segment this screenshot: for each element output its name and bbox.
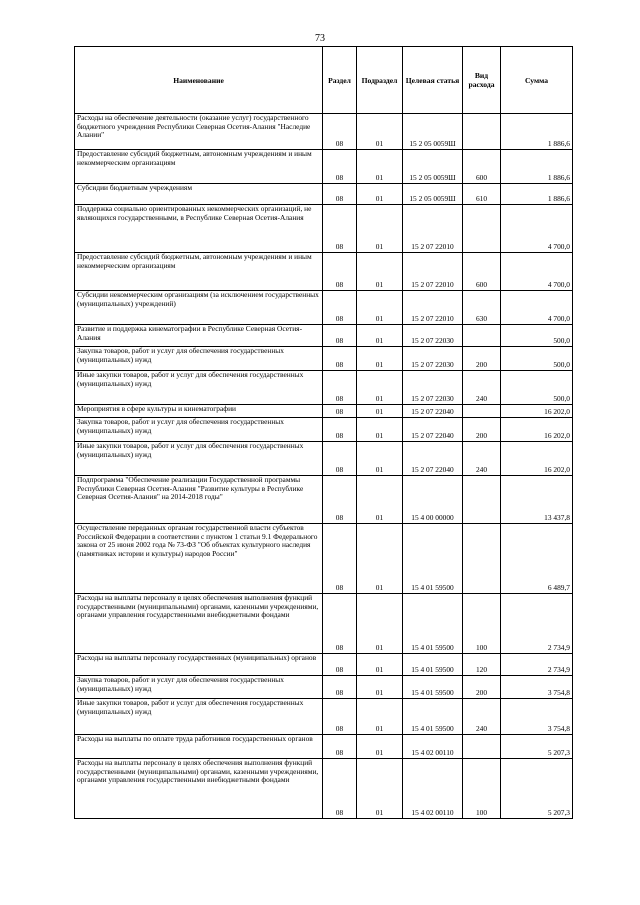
row-target: 15 4 01 59500 <box>403 654 463 676</box>
row-type: 200 <box>463 347 501 371</box>
row-subsection: 01 <box>357 150 403 184</box>
row-sum: 4 700,0 <box>501 253 573 291</box>
row-sum: 1 886,6 <box>501 150 573 184</box>
row-sum: 6 489,7 <box>501 524 573 594</box>
row-sum: 16 202,0 <box>501 442 573 476</box>
row-type: 120 <box>463 654 501 676</box>
row-type: 240 <box>463 371 501 405</box>
table-row <box>75 405 573 418</box>
row-name: Субсидии бюджетным учреждениям <box>75 184 323 205</box>
table-row <box>75 253 573 291</box>
row-name: Расходы на выплаты персоналу в целях обеспечения выполнения функций государственными (муниципальными) органами, казенными учреждениями, органами управления государственными внебюджетными фондами <box>75 594 323 654</box>
row-section: 08 <box>323 735 357 759</box>
row-section: 08 <box>323 654 357 676</box>
row-target: 15 2 07 22030 <box>403 371 463 405</box>
row-sum: 5 207,3 <box>501 735 573 759</box>
row-name: Мероприятия в сфере культуры и кинематографии <box>75 405 323 418</box>
row-type: 100 <box>463 594 501 654</box>
row-target: 15 2 07 22040 <box>403 442 463 476</box>
row-target: 15 4 01 59500 <box>403 524 463 594</box>
row-target: 15 4 02 00110 <box>403 759 463 819</box>
row-subsection: 01 <box>357 347 403 371</box>
row-subsection: 01 <box>357 184 403 205</box>
row-section: 08 <box>323 371 357 405</box>
row-sum: 500,0 <box>501 371 573 405</box>
row-section: 08 <box>323 476 357 524</box>
table-row <box>75 476 573 524</box>
row-sum: 4 700,0 <box>501 205 573 253</box>
row-name: Закупка товаров, работ и услуг для обеспечения государственных (муниципальных) нужд <box>75 418 323 442</box>
row-section: 08 <box>323 291 357 325</box>
row-type <box>463 524 501 594</box>
row-subsection: 01 <box>357 291 403 325</box>
row-target: 15 4 00 00000 <box>403 476 463 524</box>
row-sum: 5 207,3 <box>501 759 573 819</box>
row-sum: 16 202,0 <box>501 418 573 442</box>
table-row <box>75 735 573 759</box>
row-target: 15 2 07 22040 <box>403 418 463 442</box>
table-row <box>75 205 573 253</box>
row-target: 15 2 07 22040 <box>403 405 463 418</box>
row-subsection: 01 <box>357 371 403 405</box>
row-target: 15 4 01 59500 <box>403 676 463 699</box>
table-row <box>75 291 573 325</box>
row-type <box>463 205 501 253</box>
row-name: Подпрограмма "Обеспечение реализации Государственной программы Республики Северная Осетия-Алания "Развитие культуры в Республике Северная Осетия-Алания" на 2014-2018 годы" <box>75 476 323 524</box>
row-section: 08 <box>323 205 357 253</box>
row-type <box>463 476 501 524</box>
row-type: 200 <box>463 418 501 442</box>
table-row <box>75 418 573 442</box>
row-section: 08 <box>323 347 357 371</box>
row-section: 08 <box>323 418 357 442</box>
row-subsection: 01 <box>357 676 403 699</box>
table-row <box>75 371 573 405</box>
row-type: 240 <box>463 699 501 735</box>
row-sum: 4 700,0 <box>501 291 573 325</box>
table-row <box>75 150 573 184</box>
table-row <box>75 654 573 676</box>
row-sum: 500,0 <box>501 347 573 371</box>
row-name: Поддержка социально ориентированных некоммерческих организаций, не являющихся государственными, в Республике Северная Осетия-Алания <box>75 205 323 253</box>
header-target: Целевая статья <box>403 47 463 114</box>
row-type: 600 <box>463 253 501 291</box>
row-subsection: 01 <box>357 759 403 819</box>
row-target: 15 4 01 59500 <box>403 699 463 735</box>
row-type: 240 <box>463 442 501 476</box>
row-section: 08 <box>323 699 357 735</box>
row-sum: 16 202,0 <box>501 405 573 418</box>
row-sum: 1 886,6 <box>501 114 573 150</box>
table-row <box>75 442 573 476</box>
row-section: 08 <box>323 524 357 594</box>
row-type <box>463 114 501 150</box>
row-section: 08 <box>323 405 357 418</box>
row-sum: 500,0 <box>501 325 573 347</box>
row-subsection: 01 <box>357 524 403 594</box>
row-subsection: 01 <box>357 325 403 347</box>
row-subsection: 01 <box>357 476 403 524</box>
row-name: Иные закупки товаров, работ и услуг для обеспечения государственных (муниципальных) нужд <box>75 371 323 405</box>
row-type: 200 <box>463 676 501 699</box>
table-row <box>75 325 573 347</box>
table-header-row <box>75 47 573 114</box>
table-row <box>75 594 573 654</box>
row-type: 100 <box>463 759 501 819</box>
row-name: Расходы на выплаты по оплате труда работников государственных органов <box>75 735 323 759</box>
row-name: Расходы на выплаты персоналу государственных (муниципальных) органов <box>75 654 323 676</box>
row-name: Развитие и поддержка кинематографии в Республике Северная Осетия-Алания <box>75 325 323 347</box>
row-section: 08 <box>323 253 357 291</box>
table-row <box>75 759 573 819</box>
row-sum: 2 734,9 <box>501 654 573 676</box>
table-row <box>75 524 573 594</box>
row-sum: 3 754,8 <box>501 676 573 699</box>
table-row <box>75 676 573 699</box>
table-row <box>75 699 573 735</box>
row-sum: 1 886,6 <box>501 184 573 205</box>
row-type <box>463 735 501 759</box>
row-name: Предоставление субсидий бюджетным, автономным учреждениям и иным некоммерческим организациям <box>75 150 323 184</box>
row-name: Закупка товаров, работ и услуг для обеспечения государственных (муниципальных) нужд <box>75 347 323 371</box>
row-name: Закупка товаров, работ и услуг для обеспечения государственных (муниципальных) нужд <box>75 676 323 699</box>
row-subsection: 01 <box>357 442 403 476</box>
row-target: 15 2 07 22010 <box>403 205 463 253</box>
row-subsection: 01 <box>357 405 403 418</box>
row-subsection: 01 <box>357 699 403 735</box>
row-target: 15 2 07 22010 <box>403 291 463 325</box>
row-subsection: 01 <box>357 735 403 759</box>
table-row <box>75 347 573 371</box>
row-section: 08 <box>323 676 357 699</box>
row-subsection: 01 <box>357 594 403 654</box>
row-name: Иные закупки товаров, работ и услуг для обеспечения государственных (муниципальных) нужд <box>75 442 323 476</box>
row-subsection: 01 <box>357 205 403 253</box>
row-target: 15 2 07 22010 <box>403 253 463 291</box>
row-subsection: 01 <box>357 654 403 676</box>
row-target: 15 2 07 22030 <box>403 325 463 347</box>
row-name: Субсидии некоммерческим организациям (за исключением государственных (муниципальных) учреждений) <box>75 291 323 325</box>
row-section: 08 <box>323 442 357 476</box>
row-type <box>463 405 501 418</box>
row-section: 08 <box>323 594 357 654</box>
row-target: 15 2 07 22030 <box>403 347 463 371</box>
row-section: 08 <box>323 184 357 205</box>
header-type: Вид расхода <box>463 47 501 114</box>
row-subsection: 01 <box>357 114 403 150</box>
row-sum: 13 437,8 <box>501 476 573 524</box>
row-name: Осуществление переданных органам государственной власти субъектов Российской Федерации в соответствии с пунктом 1 статьи 9.1 Федерального закона от 25 июня 2002 года № 73-ФЗ "Об объектах культурного наследия (памятниках истории и культуры) народов России" <box>75 524 323 594</box>
row-sum: 3 754,8 <box>501 699 573 735</box>
row-type: 630 <box>463 291 501 325</box>
row-type <box>463 325 501 347</box>
table-row <box>75 184 573 205</box>
table-row <box>75 114 573 150</box>
row-subsection: 01 <box>357 253 403 291</box>
row-section: 08 <box>323 325 357 347</box>
row-target: 15 4 02 00110 <box>403 735 463 759</box>
row-name: Расходы на выплаты персоналу в целях обеспечения выполнения функций государственными (муниципальными) органами, казенными учреждениями, органами управления государственными внебюджетными фондами <box>75 759 323 819</box>
row-type: 610 <box>463 184 501 205</box>
row-name: Расходы на обеспечение деятельности (оказание услуг) государственного бюджетного учреждения Республики Северная Осетия-Алания "Наследие Алании" <box>75 114 323 150</box>
row-subsection: 01 <box>357 418 403 442</box>
row-name: Иные закупки товаров, работ и услуг для обеспечения государственных (муниципальных) нужд <box>75 699 323 735</box>
header-sum: Сумма <box>501 47 573 114</box>
page-number: 73 <box>315 33 325 44</box>
row-name: Предоставление субсидий бюджетным, автономным учреждениям и иным некоммерческим организациям <box>75 253 323 291</box>
header-section: Раздел <box>323 47 357 114</box>
row-section: 08 <box>323 759 357 819</box>
header-subsection: Подраздел <box>357 47 403 114</box>
row-section: 08 <box>323 150 357 184</box>
row-target: 15 2 05 0059Ш <box>403 114 463 150</box>
row-target: 15 2 05 0059Ш <box>403 150 463 184</box>
row-type: 600 <box>463 150 501 184</box>
row-target: 15 2 05 0059Ш <box>403 184 463 205</box>
row-sum: 2 734,9 <box>501 594 573 654</box>
budget-table <box>74 46 573 819</box>
row-target: 15 4 01 59500 <box>403 594 463 654</box>
header-name: Наименование <box>75 47 323 114</box>
row-section: 08 <box>323 114 357 150</box>
